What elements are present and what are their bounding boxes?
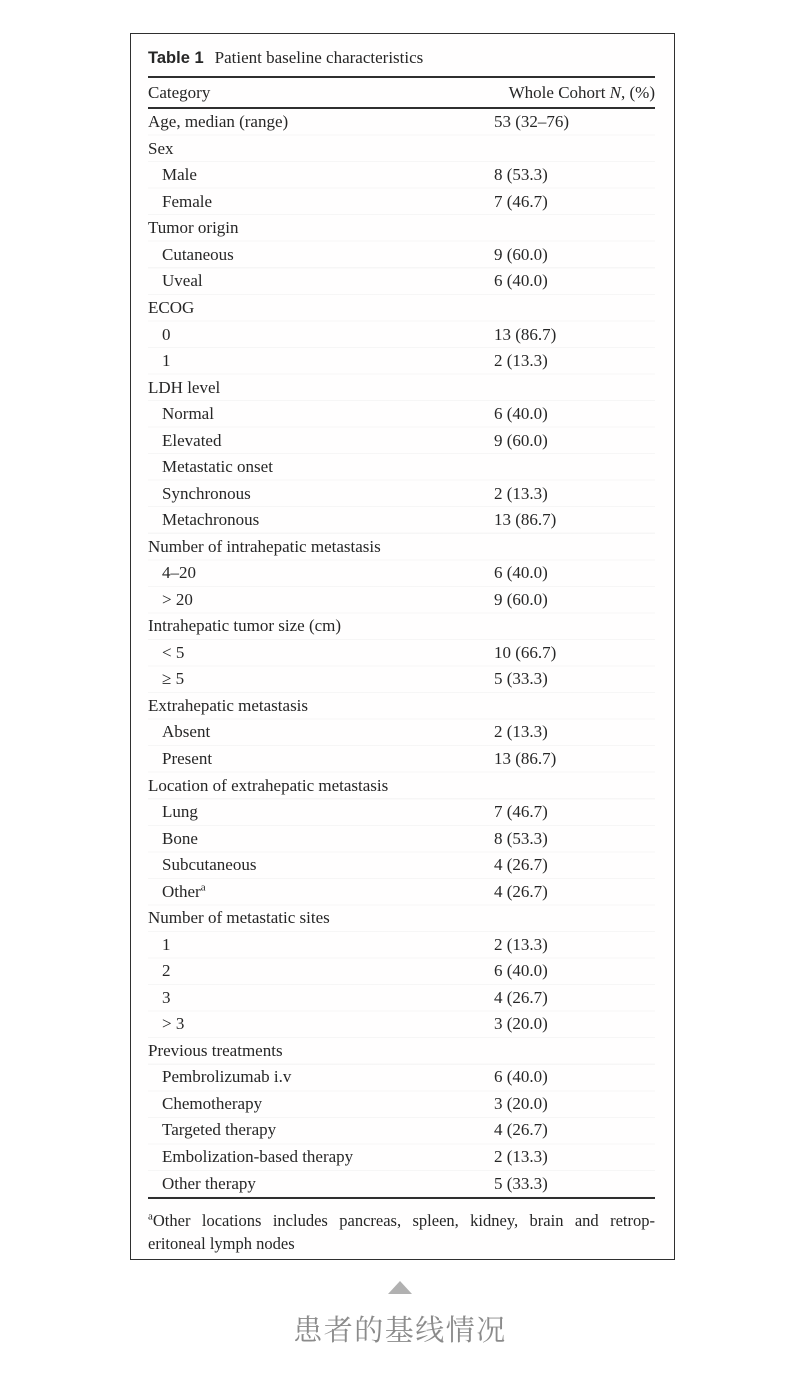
table-row	[148, 985, 655, 1012]
row-value: 4 (26.7)	[494, 1120, 548, 1140]
row-label: Previous treatments	[148, 1040, 283, 1060]
row-value: 4 (26.7)	[494, 987, 548, 1007]
row-value: 6 (40.0)	[494, 1067, 548, 1087]
table-row	[148, 931, 655, 958]
row-label: Elevated	[162, 430, 222, 450]
row-value: 8 (53.3)	[494, 828, 548, 848]
row-label: Male	[162, 165, 197, 185]
table-row	[148, 1038, 655, 1065]
row-label: Metachronous	[162, 510, 260, 530]
table-row	[148, 799, 655, 826]
table-row	[148, 454, 655, 481]
row-label: Age, median (range)	[148, 112, 289, 132]
table-row	[148, 587, 655, 614]
row-label: Bone	[162, 828, 198, 848]
row-label: Normal	[162, 404, 214, 424]
row-label: 4–20	[162, 563, 196, 583]
collapse-triangle-icon[interactable]	[388, 1281, 412, 1294]
row-label: Chemotherapy	[162, 1093, 263, 1113]
table-row	[148, 401, 655, 428]
table-row	[148, 1091, 655, 1118]
row-value: 6 (40.0)	[494, 563, 548, 583]
row-value: 2 (13.3)	[494, 934, 548, 954]
table-row	[148, 480, 655, 507]
table-row	[148, 1170, 655, 1197]
row-value: 2 (13.3)	[494, 722, 548, 742]
row-value: 8 (53.3)	[494, 165, 548, 185]
row-label: 1	[162, 351, 171, 371]
column-header-category: Category	[148, 82, 211, 102]
table-row	[148, 878, 655, 905]
table-row	[148, 693, 655, 720]
row-label: < 5	[162, 642, 185, 662]
row-label: Other$^a$	[162, 881, 206, 901]
table-row	[148, 534, 655, 561]
row-label: Synchronous	[162, 483, 251, 503]
row-value: 2 (13.3)	[494, 483, 548, 503]
row-label: Female	[162, 191, 213, 211]
whole-cohort-suffix: , (%)	[621, 82, 655, 102]
row-footnote-marker: a	[200, 881, 206, 894]
row-label: Targeted therapy	[162, 1120, 277, 1140]
row-label: Location of extrahepatic metastasis	[148, 775, 389, 795]
whole-cohort-n-italic: N	[609, 82, 622, 102]
row-value: 3 (20.0)	[494, 1093, 548, 1113]
table-row	[148, 825, 655, 852]
row-value: 7 (46.7)	[494, 802, 548, 822]
table-row	[148, 162, 655, 189]
table-row	[148, 1064, 655, 1091]
table-row	[148, 640, 655, 667]
table-row	[148, 109, 655, 136]
footnote-text-1: Other locations includes pancreas, spleen, kidney, brain and retrop-	[152, 1211, 655, 1230]
table-row	[148, 852, 655, 879]
row-label: 1	[162, 934, 171, 954]
table1-card	[130, 33, 675, 1260]
table-row	[148, 215, 655, 242]
table-row	[148, 374, 655, 401]
table-row	[148, 560, 655, 587]
table-row	[148, 427, 655, 454]
row-label: > 20	[162, 589, 193, 609]
table-caption-text: Patient baseline characteristics	[214, 48, 424, 67]
row-label: Other therapy	[162, 1173, 256, 1193]
row-label: Lung	[162, 802, 198, 822]
table-row	[148, 1144, 655, 1171]
footnote-line-2: eritoneal lymph nodes	[148, 1234, 295, 1253]
row-value: 5 (33.3)	[494, 669, 548, 689]
whole-cohort-prefix: Whole Cohort	[508, 82, 610, 102]
row-value: 9 (60.0)	[494, 244, 548, 264]
row-label: Subcutaneous	[162, 855, 257, 875]
row-value: 9 (60.0)	[494, 430, 548, 450]
table-row	[148, 189, 655, 216]
row-label: 0	[162, 324, 171, 344]
row-value: 3 (20.0)	[494, 1014, 548, 1034]
row-value: 2 (13.3)	[494, 1146, 548, 1166]
footnote-line-1	[148, 1209, 655, 1232]
row-value: 10 (66.7)	[494, 642, 557, 662]
row-label: Metastatic onset	[162, 457, 273, 477]
row-label: Embolization-based therapy	[162, 1146, 354, 1166]
table-row	[148, 507, 655, 534]
figure-caption-chinese: 患者的基线情况	[293, 1315, 507, 1347]
table-row	[148, 613, 655, 640]
table-row	[148, 746, 655, 773]
row-value: 13 (86.7)	[494, 324, 557, 344]
table-row	[148, 1117, 655, 1144]
row-label: Sex	[148, 138, 174, 158]
table-row	[148, 321, 655, 348]
table-title	[148, 34, 655, 76]
row-label: 3	[162, 987, 171, 1007]
row-label: Extrahepatic metastasis	[148, 695, 309, 715]
row-value: 4 (26.7)	[494, 881, 548, 901]
table-row	[148, 772, 655, 799]
row-label: > 3	[162, 1014, 185, 1034]
column-header-whole-cohort	[509, 83, 655, 103]
table-row	[148, 348, 655, 375]
table-footnote	[148, 1199, 655, 1255]
table-row	[148, 242, 655, 269]
row-value: 6 (40.0)	[494, 404, 548, 424]
footnote-marker: a	[148, 1210, 153, 1223]
table-row	[148, 295, 655, 322]
row-label: Pembrolizumab i.v	[162, 1067, 292, 1087]
table-row	[148, 268, 655, 295]
row-label: Tumor origin	[148, 218, 239, 238]
row-value: 9 (60.0)	[494, 589, 548, 609]
row-label: Number of metastatic sites	[148, 908, 330, 928]
table-row	[148, 666, 655, 693]
row-label: 2	[162, 961, 171, 981]
table-row	[148, 1011, 655, 1038]
row-label: Uveal	[162, 271, 203, 291]
row-label: ≥ 5	[162, 669, 185, 689]
row-label: ECOG	[148, 297, 195, 317]
row-value: 6 (40.0)	[494, 271, 548, 291]
row-label: LDH level	[148, 377, 221, 397]
row-label: Present	[162, 749, 213, 769]
row-value: 5 (33.3)	[494, 1173, 548, 1193]
table-body	[148, 109, 655, 1197]
row-label: Number of intrahepatic metastasis	[148, 536, 381, 556]
row-label: Intrahepatic tumor size (cm)	[148, 616, 342, 636]
table-row	[148, 958, 655, 985]
table-row	[148, 905, 655, 932]
row-value: 4 (26.7)	[494, 855, 548, 875]
row-value: 53 (32–76)	[494, 112, 570, 132]
table-row	[148, 719, 655, 746]
row-label: Absent	[162, 722, 211, 742]
row-label: Cutaneous	[162, 244, 234, 264]
table-row	[148, 136, 655, 163]
table-header-row	[148, 78, 655, 107]
row-value: 2 (13.3)	[494, 351, 548, 371]
row-value: 13 (86.7)	[494, 749, 557, 769]
row-value: 7 (46.7)	[494, 191, 548, 211]
row-value: 6 (40.0)	[494, 961, 548, 981]
table-number-label: Table 1	[148, 49, 204, 67]
row-value: 13 (86.7)	[494, 510, 557, 530]
